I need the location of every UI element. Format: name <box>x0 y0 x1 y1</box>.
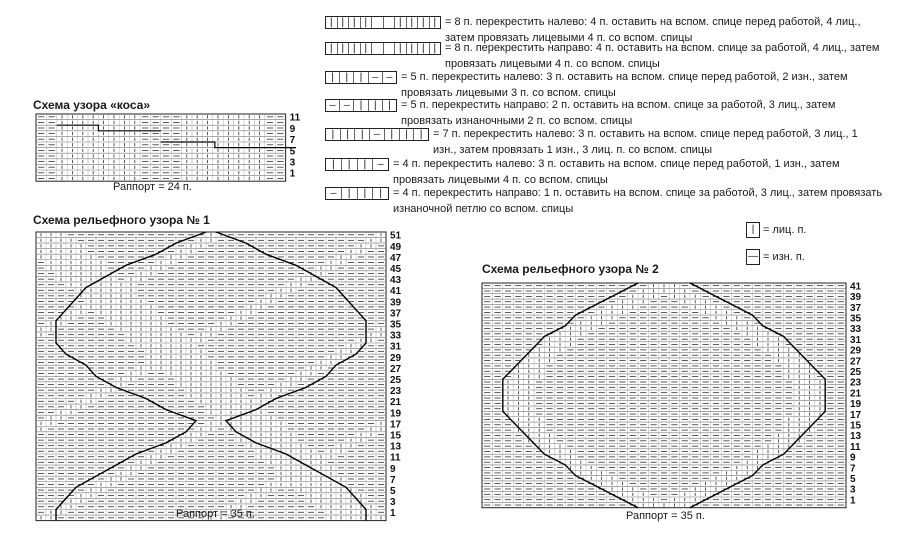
kosa-chart <box>30 112 300 192</box>
kosa-row-label: 3 <box>289 157 296 169</box>
relief2-row-label: 7 <box>850 463 856 475</box>
relief1-row-label: 23 <box>390 386 402 398</box>
relief2-row-label: 5 <box>850 474 856 486</box>
relief1-row-label: 9 <box>390 463 396 475</box>
relief2-row-label: 29 <box>850 345 862 357</box>
relief2-row-label: 3 <box>850 484 856 496</box>
relief1-row-label: 7 <box>390 474 396 486</box>
relief2-title: Схема рельефного узора № 2 <box>482 262 659 276</box>
purl-label: = изн. п. <box>763 250 805 263</box>
legend-symbol-icon: — | | | <box>325 187 389 200</box>
kosa-grid <box>36 114 296 181</box>
relief2-row-label: 37 <box>850 302 862 314</box>
legend-symbol-icon: — — | | | <box>325 99 397 112</box>
relief1-chart <box>30 230 420 522</box>
relief2-row-label: 1 <box>850 495 856 507</box>
kosa-title: Схема узора «коса» <box>33 98 150 112</box>
purl-symbol-icon: — <box>746 249 760 265</box>
relief2-rapport: Раппорт = 35 п. <box>626 510 705 522</box>
relief2-row-label: 15 <box>850 420 862 432</box>
relief1-row-label: 5 <box>390 485 396 497</box>
kosa-row-label: 11 <box>289 112 300 124</box>
relief1-row-label: 31 <box>390 341 402 353</box>
legend-symbol-icon: | | | | | | | | <box>325 42 441 55</box>
relief2-row-label: 33 <box>850 324 862 336</box>
relief2-row-label: 17 <box>850 409 862 421</box>
kosa-row-label: 5 <box>289 146 296 158</box>
relief1-row-label: 19 <box>390 408 402 420</box>
legend-symbol-icon: | | | — | | | <box>325 128 429 141</box>
relief1-title: Схема рельефного узора № 1 <box>33 213 210 227</box>
relief1-row-label: 27 <box>390 363 402 375</box>
relief1-row-label: 11 <box>390 452 401 464</box>
relief1-row-label: 21 <box>390 397 402 409</box>
relief1-row-label: 29 <box>390 352 402 364</box>
key-purl <box>746 249 805 265</box>
relief2-row-label: 39 <box>850 292 862 304</box>
kosa-row-label: 9 <box>289 123 296 135</box>
key-knit <box>746 222 806 238</box>
kosa-row-label: 1 <box>289 168 296 180</box>
relief1-row-label: 13 <box>390 441 402 453</box>
relief2-row-label: 11 <box>850 441 861 453</box>
relief1-row-label: 41 <box>390 286 402 298</box>
relief1-rapport: Раппорт = 35 п. <box>176 508 255 520</box>
relief1-row-label: 47 <box>390 252 402 264</box>
legend-symbol-icon: | | | — — <box>325 71 397 84</box>
relief2-grid <box>482 283 846 508</box>
legend-text: = 8 п. перекрестить направо: 4 п. оставить на вспом. спице за работой, 4 лиц., затем провязать лицевыми 4 п. со вспом. спицы <box>445 42 880 70</box>
legend-text: = 4 п. перекрестить направо: 1 п. оставить на вспом. спице за работой, 3 лиц., затем провязать изнаночной петлю со вспом. спицы <box>393 187 883 215</box>
knit-label: = лиц. п. <box>763 223 807 236</box>
legend-text: = 8 п. перекрестить налево: 4 п. оставить на вспом. спице перед работой, 4 лиц., затем провязать лицевыми 4 п. со вспом. спицы <box>445 16 861 44</box>
relief2-row-label: 25 <box>850 367 862 379</box>
kosa-row-label: 7 <box>289 135 296 147</box>
legend-symbol-icon: | | | — <box>325 158 389 171</box>
legend-text: = 7 п. перекрестить налево: 3 п. оставить на вспом. спице перед работой, 3 лиц., 1 изн., затем провязать 1 изн., 3 лиц. п. со вспом. спицы <box>433 128 858 156</box>
relief2-row-label: 13 <box>850 431 862 443</box>
relief1-row-label: 1 <box>390 508 396 520</box>
relief1-row-label: 25 <box>390 374 402 386</box>
relief2-row-label: 31 <box>850 334 862 346</box>
relief2-row-label: 35 <box>850 313 862 325</box>
relief2-row-label: 21 <box>850 388 862 400</box>
relief1-row-label: 43 <box>390 275 402 287</box>
relief1-row-label: 3 <box>390 497 396 509</box>
relief2-row-label: 19 <box>850 399 862 411</box>
legend-symbol-icon: | | | | | | | | <box>325 16 441 29</box>
relief1-row-label: 45 <box>390 263 402 275</box>
relief2-row-label: 23 <box>850 377 862 389</box>
legend-text: = 5 п. перекрестить направо: 2 п. оставить на вспом. спице за работой, 3 лиц., затем провязать изнаночными 2 п. со вспом. спицы <box>401 99 836 127</box>
legend-text: = 5 п. перекрестить налево: 3 п. оставить на вспом. спице перед работой, 2 изн., затем провязать лицевыми 3 п. со вспом. спицы <box>401 71 848 99</box>
relief2-chart <box>476 281 876 521</box>
relief2-row-label: 41 <box>850 281 862 293</box>
relief2-row-label: 9 <box>850 452 856 464</box>
relief1-grid <box>36 232 386 521</box>
relief1-row-label: 37 <box>390 308 402 320</box>
relief1-row-label: 17 <box>390 419 402 431</box>
legend-text: = 4 п. перекрестить налево: 3 п. оставить на вспом. спице перед работой, 1 изн., затем провязать лицевыми 4 п. со вспом. спицы <box>393 158 840 186</box>
relief1-row-label: 35 <box>390 319 402 331</box>
relief1-row-label: 49 <box>390 241 402 253</box>
relief1-row-label: 51 <box>390 230 402 242</box>
knit-symbol-icon: | <box>746 222 760 238</box>
relief2-row-label: 27 <box>850 356 862 368</box>
kosa-rapport: Раппорт = 24 п. <box>113 181 192 193</box>
relief1-row-label: 39 <box>390 297 402 309</box>
relief1-row-label: 15 <box>390 430 402 442</box>
relief1-row-label: 33 <box>390 330 402 342</box>
